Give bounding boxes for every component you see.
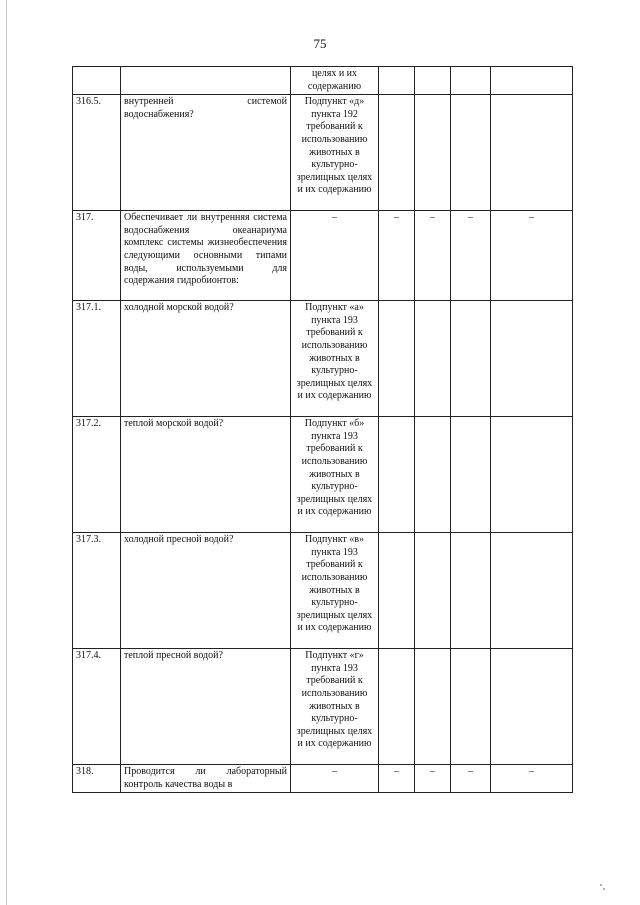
row-reference: Подпункт «а» пункта 193 требований к использованию животных в культурно-зрелищных целях и их содержанию [291, 301, 379, 417]
answer-no-cell[interactable] [415, 417, 451, 533]
row-number: 317.2. [73, 417, 121, 533]
row-reference: Подпункт «д» пункта 192 требований к использованию животных в культурно-зрелищных целях и их содержанию [291, 95, 379, 211]
scan-edge [6, 0, 7, 905]
remarks-cell[interactable] [491, 301, 573, 417]
row-number: 317.4. [73, 649, 121, 765]
answer-no-cell[interactable] [415, 95, 451, 211]
table-row [73, 417, 573, 533]
row-number: 316.5. [73, 95, 121, 211]
remarks-cell[interactable] [491, 533, 573, 649]
table-row [73, 95, 573, 211]
scan-speck [600, 884, 602, 886]
row-question: холодной пресной водой? [121, 533, 291, 649]
answer-no-cell[interactable]: – [415, 765, 451, 793]
checklist-table [72, 66, 573, 793]
row-reference: целях и их содержанию [291, 67, 379, 95]
page-number: 75 [313, 36, 327, 51]
row-question: теплой морской водой? [121, 417, 291, 533]
row-number: 317.3. [73, 533, 121, 649]
row-reference: – [291, 765, 379, 793]
answer-yes-cell[interactable] [379, 301, 415, 417]
row-number: 317. [73, 211, 121, 301]
remarks-cell[interactable] [491, 649, 573, 765]
row-number [73, 67, 121, 95]
answer-yes-cell[interactable] [379, 417, 415, 533]
row-reference: Подпункт «г» пункта 193 требований к использованию животных в культурно-зрелищных целях и их содержанию [291, 649, 379, 765]
answer-no-cell[interactable] [415, 649, 451, 765]
scan-speck [603, 888, 605, 890]
row-question [121, 67, 291, 95]
answer-na-cell[interactable] [451, 533, 491, 649]
row-reference: – [291, 211, 379, 301]
answer-na-cell[interactable] [451, 649, 491, 765]
answer-na-cell[interactable] [451, 301, 491, 417]
row-question: теплой пресной водой? [121, 649, 291, 765]
row-reference: Подпункт «б» пункта 193 требований к использованию животных в культурно-зрелищных целях и их содержанию [291, 417, 379, 533]
table-row [73, 649, 573, 765]
answer-no-cell[interactable]: – [415, 211, 451, 301]
table-row [73, 533, 573, 649]
row-question: Обеспечивает ли внутренняя система водоснабжения океанариума комплекс системы жизнеобеспечения следующими основными типами воды, используемыми для содержания гидробионтов: [121, 211, 291, 301]
row-question: Проводится ли лабораторный контроль качества воды в [121, 765, 291, 793]
row-number: 318. [73, 765, 121, 793]
answer-yes-cell[interactable]: – [379, 211, 415, 301]
answer-na-cell[interactable]: – [451, 211, 491, 301]
remarks-cell[interactable] [491, 67, 573, 95]
answer-na-cell[interactable]: – [451, 765, 491, 793]
answer-yes-cell[interactable] [379, 67, 415, 95]
answer-no-cell[interactable] [415, 67, 451, 95]
row-number: 317.1. [73, 301, 121, 417]
row-question: внутренней системой водоснабжения? [121, 95, 291, 211]
answer-na-cell[interactable] [451, 67, 491, 95]
answer-yes-cell[interactable]: – [379, 765, 415, 793]
table-row [73, 211, 573, 301]
remarks-cell[interactable] [491, 95, 573, 211]
answer-yes-cell[interactable] [379, 649, 415, 765]
table-row [73, 301, 573, 417]
answer-yes-cell[interactable] [379, 95, 415, 211]
table-row [73, 765, 573, 793]
answer-yes-cell[interactable] [379, 533, 415, 649]
remarks-cell[interactable]: – [491, 765, 573, 793]
row-question: холодной морской водой? [121, 301, 291, 417]
answer-na-cell[interactable] [451, 417, 491, 533]
row-reference: Подпункт «в» пункта 193 требований к использованию животных в культурно-зрелищных целях и их содержанию [291, 533, 379, 649]
remarks-cell[interactable] [491, 417, 573, 533]
answer-no-cell[interactable] [415, 301, 451, 417]
answer-na-cell[interactable] [451, 95, 491, 211]
answer-no-cell[interactable] [415, 533, 451, 649]
remarks-cell[interactable]: – [491, 211, 573, 301]
table-row [73, 67, 573, 95]
